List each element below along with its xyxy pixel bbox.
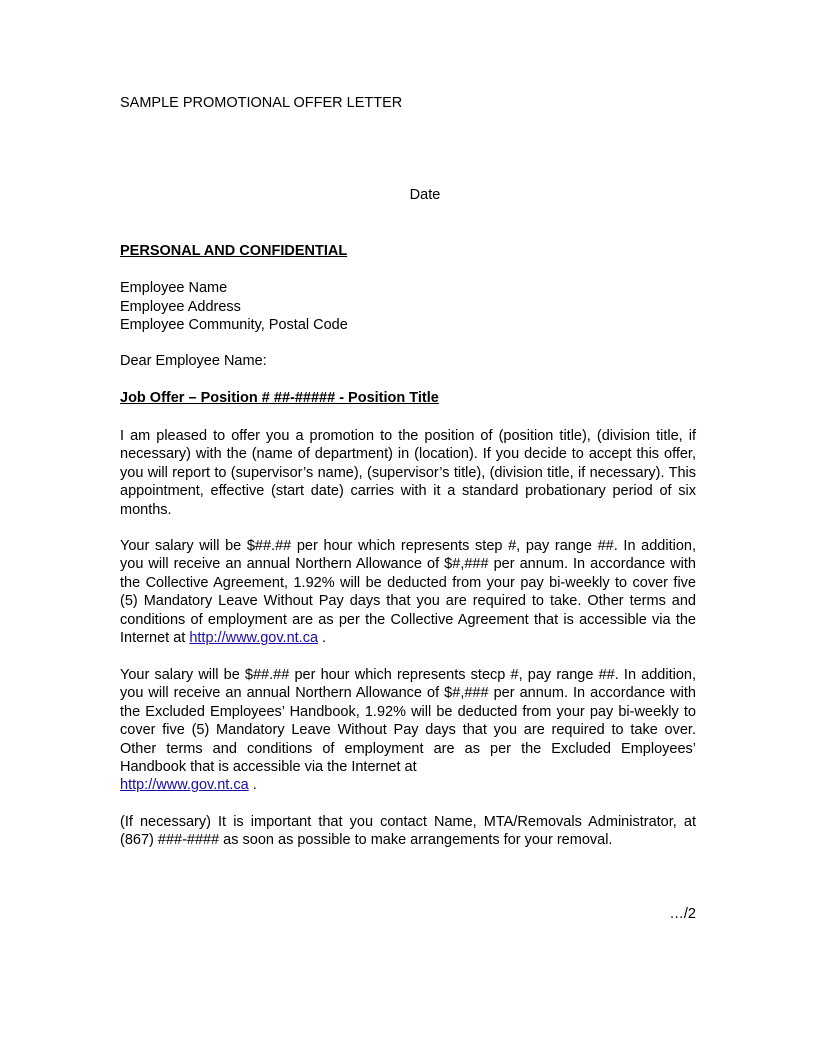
excluded-employees-text: Your salary will be $##.## per hour which represents stecp #, pay range ##. In addition, you will receive an annual Northern Allowance of $#,### per annum. In accordance with the Excluded Employees’ Handbook, 1.92% will be deducted from your pay bi-weekly to cover five (5) Mandatory Leave Without Pay days that you are required to take over. Other terms and conditions of employment are as per the Excluded Employees’ Handbook that is accessible via the Internet at [120,667,696,776]
recipient-name: Employee Name [120,280,228,296]
recipient-address-block [120,279,348,335]
collective-agreement-paragraph [120,537,696,647]
recipient-community: Employee Community, Postal Code [120,317,348,333]
continued-page-marker: …/2 [669,906,696,922]
paragraph-end: . [248,777,257,794]
gov-website-link[interactable]: http://www.gov.nt.ca [189,630,319,647]
excluded-employees-paragraph [120,666,696,795]
salutation: Dear Employee Name: [120,353,267,369]
gov-website-link[interactable]: http://www.gov.nt.ca [120,777,249,794]
letter-date: Date [409,187,441,203]
paragraph-end: . [318,630,327,647]
subject-line: Job Offer – Position # ##-##### - Position Title [120,390,439,406]
offer-paragraph: I am pleased to offer you a promotion to the position of (position title), (division title, if necessary) with the (name of department) in (location). If you decide to accept this offer, you will report to (supervisor’s name), (supervisor’s title), (division title, if necessary). This appointment, effective (start date) carries with it a standard probationary period of six months. [120,428,696,518]
collective-agreement-text: Your salary will be $##.## per hour which represents step #, pay range ##. In addition, you will receive an annual Northern Allowance of $#,### per annum. In accordance with the Collective Agreement, 1.92% will be deducted from your pay bi-weekly to cover five (5) Mandatory Leave Without Pay days that you are required to take. Other terms and conditions of employment are as per the Collective Agreement that is accessible via the Internet at [120,538,696,647]
removal-paragraph: (If necessary) It is important that you contact Name, MTA/Removals Administrator, at (867) ###-#### as soon as possible to make arrangements for your removal. [120,814,696,849]
recipient-address: Employee Address [120,298,241,315]
confidential-heading: PERSONAL AND CONFIDENTIAL [120,243,348,259]
document-title: SAMPLE PROMOTIONAL OFFER LETTER [120,95,403,111]
